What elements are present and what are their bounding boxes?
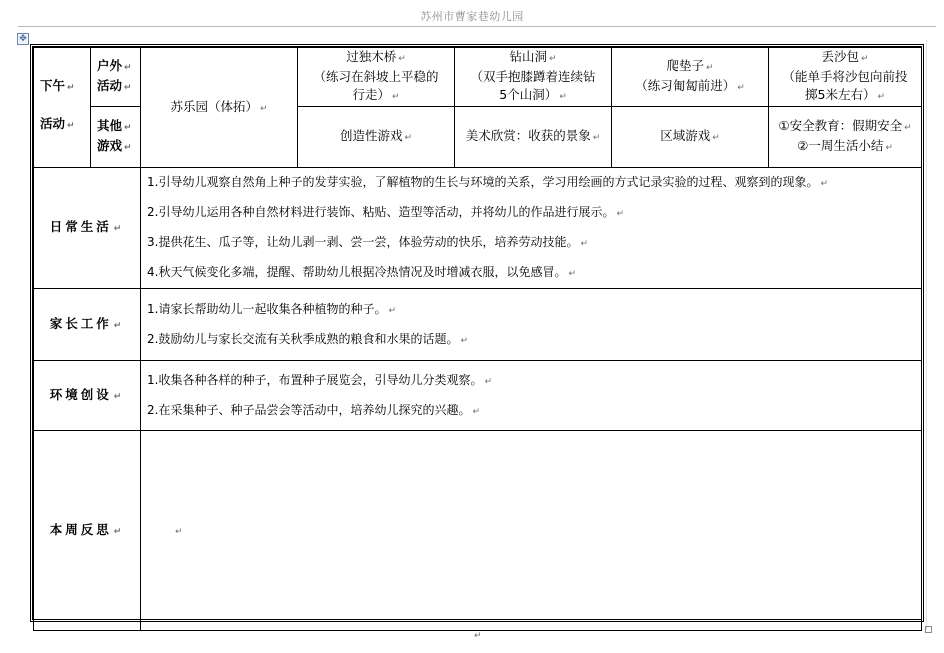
parent-work-content[interactable] xyxy=(141,289,922,361)
list-item: 1.引导幼儿观察自然角上种子的发芽实验，了解植物的生长与环境的关系，学习用绘画的方式记录实验的过程、观察到的现象。 ↵ xyxy=(147,175,829,189)
outdoor-activity-cell[interactable]: 钻山洞 ↵ （双手抱膝蹲着连续钻 5个山洞） ↵ xyxy=(455,48,612,107)
other-game-cell[interactable]: 区域游戏 ↵ xyxy=(612,107,769,168)
page-header: 苏州市曹家巷幼儿园 xyxy=(420,10,524,23)
venue-cell[interactable]: 苏乐园（体拓） ↵ xyxy=(141,48,298,168)
other-game-cell[interactable]: 创造性游戏 ↵ xyxy=(298,107,455,168)
outdoor-activity-cell[interactable]: 过独木桥 ↵ （练习在斜坡上平稳的 行走） ↵ xyxy=(298,48,455,107)
parent-work-label[interactable]: 家长工作 ↵ xyxy=(34,289,141,361)
environment-row xyxy=(34,361,922,431)
page-edge xyxy=(926,40,927,630)
reflection-label[interactable]: 本周反思 ↵ xyxy=(34,431,141,631)
environment-content[interactable] xyxy=(141,361,922,431)
page-corner-marker xyxy=(925,626,932,633)
paragraph-mark: ↵ xyxy=(474,631,482,641)
other-game-cell[interactable]: ①安全教育：假期安全 ↵ ②一周生活小结 ↵ xyxy=(769,107,922,168)
afternoon-label-line1: 下午 xyxy=(40,77,66,93)
afternoon-activity-label[interactable]: 下午 ↵ 活动 ↵ xyxy=(34,48,91,168)
other-games-label[interactable]: 其他 ↵ 游戏 ↵ xyxy=(91,107,141,168)
list-item: 2.在采集种子、种子品尝会等活动中，培养幼儿探究的兴趣。 ↵ xyxy=(147,402,480,417)
outdoor-activity-cell[interactable]: 丢沙包 ↵ （能单手将沙包向前投 掷5米左右） ↵ xyxy=(769,48,922,107)
reflection-row xyxy=(34,431,922,631)
daily-life-content[interactable] xyxy=(141,168,922,289)
header-divider xyxy=(18,26,936,27)
other-game-cell[interactable]: 美术欣赏：收获的景象 ↵ xyxy=(455,107,612,168)
daily-life-label[interactable]: 日常生活 ↵ xyxy=(34,168,141,289)
weekly-plan-table xyxy=(33,47,922,631)
venue-text: 苏乐园（体拓） xyxy=(170,98,258,114)
afternoon-label-line2: 活动 xyxy=(40,115,66,131)
reflection-content[interactable]: ↵ xyxy=(141,431,922,631)
outdoor-activity-row xyxy=(34,48,922,107)
list-item: 2.鼓励幼儿与家长交流有关秋季成熟的粮食和水果的话题。 ↵ xyxy=(147,331,468,346)
daily-life-row xyxy=(34,168,922,289)
list-item: 3.提供花生、瓜子等，让幼儿剥一剥、尝一尝，体验劳动的快乐，培养劳动技能。 ↵ xyxy=(147,235,588,249)
parent-work-row xyxy=(34,289,922,361)
list-item: 1.请家长帮助幼儿一起收集各种植物的种子。 ↵ xyxy=(147,301,396,316)
list-item: 4.秋天气候变化多端，提醒、帮助幼儿根据冷热情况及时增减衣服，以免感冒。 ↵ xyxy=(147,265,576,279)
outdoor-activity-cell[interactable]: 爬垫子 ↵ （练习匍匐前进） ↵ xyxy=(612,48,769,107)
list-item: 1.收集各种各样的种子，布置种子展览会，引导幼儿分类观察。 ↵ xyxy=(147,372,492,387)
table-move-handle-icon[interactable]: ✥ xyxy=(17,33,29,45)
environment-label[interactable]: 环境创设 ↵ xyxy=(34,361,141,431)
list-item: 2.引导幼儿运用各种自然材料进行装饰、粘贴、造型等活动，并将幼儿的作品进行展示。 ↵ xyxy=(147,205,624,219)
outdoor-activity-label[interactable]: 户外 ↵ 活动 ↵ xyxy=(91,48,141,107)
